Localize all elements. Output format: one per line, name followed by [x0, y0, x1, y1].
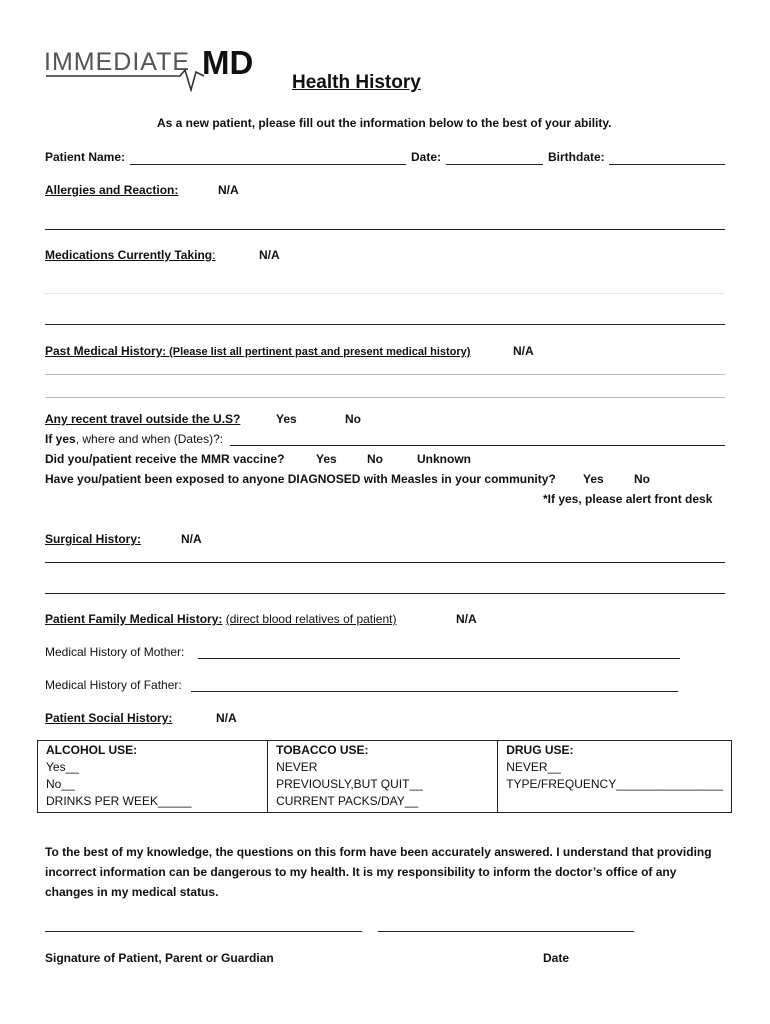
alcohol-header: ALCOHOL USE:	[46, 743, 138, 757]
social-label: Patient Social History:	[45, 711, 173, 725]
allergies-field[interactable]	[45, 229, 725, 230]
statement-line-2: incorrect information can be dangerous to my health. It is my responsibility to inform the doctor’s office of any	[45, 865, 677, 879]
tobacco-current-field[interactable]: CURRENT PACKS/DAY__	[276, 794, 419, 808]
past-medical-label: Past Medical History	[45, 344, 163, 358]
father-field[interactable]	[191, 691, 678, 692]
statement-line-3: changes in my medical status.	[45, 885, 219, 899]
heartbeat-icon	[44, 68, 209, 92]
travel-yes-option[interactable]: Yes	[276, 412, 297, 426]
alert-note: *If yes, please alert front desk	[543, 492, 713, 506]
social-history-table	[37, 740, 732, 813]
signature-field[interactable]	[45, 931, 362, 932]
surgical-value: N/A	[181, 532, 202, 546]
surgical-label: Surgical History:	[45, 532, 142, 546]
family-value: N/A	[456, 612, 477, 626]
date-field[interactable]	[446, 164, 543, 165]
patient-name-label: Patient Name:	[45, 150, 126, 164]
mother-label: Medical History of Mother:	[45, 645, 185, 659]
travel-no-option[interactable]: No	[345, 412, 361, 426]
alcohol-no-option[interactable]: No__	[46, 777, 75, 791]
alcohol-cell	[38, 741, 268, 813]
surgical-field-1[interactable]	[45, 562, 725, 563]
allergies-label: Allergies and Reaction:	[45, 183, 179, 197]
family-label-group	[45, 612, 397, 626]
past-medical-field-1[interactable]	[45, 374, 725, 375]
measles-no-option[interactable]: No	[634, 472, 650, 486]
logo-text-immediate: IMMEDIATE	[44, 48, 191, 76]
family-label: Patient Family Medical History:	[45, 612, 223, 626]
alcohol-drinks-field[interactable]: DRINKS PER WEEK_____	[46, 794, 192, 808]
logo	[44, 40, 259, 92]
medications-label-group	[45, 248, 215, 262]
tobacco-never-option[interactable]: NEVER	[276, 760, 318, 774]
past-medical-label-group	[45, 344, 470, 358]
drug-frequency-field[interactable]: TYPE/FREQUENCY________________	[506, 777, 723, 791]
allergies-value: N/A	[218, 183, 239, 197]
intro-text: As a new patient, please fill out the information below to the best of your ability.	[157, 116, 612, 130]
past-medical-field-2[interactable]	[45, 397, 725, 398]
measles-question: Have you/patient been exposed to anyone DIAGNOSED with Measles in your community?	[45, 472, 556, 486]
signature-label: Signature of Patient, Parent or Guardian	[45, 951, 274, 965]
social-value: N/A	[216, 711, 237, 725]
tobacco-cell	[268, 741, 498, 813]
birthdate-label: Birthdate:	[548, 150, 605, 164]
page-title: Health History	[292, 72, 421, 93]
drug-never-option[interactable]: NEVER__	[506, 760, 561, 774]
travel-if-yes-rest: , where and when (Dates)?:	[75, 432, 224, 446]
logo-text-md: MD	[202, 44, 254, 81]
alcohol-yes-option[interactable]: Yes__	[46, 760, 79, 774]
tobacco-previously-option[interactable]: PREVIOUSLY,BUT QUIT__	[276, 777, 423, 791]
medications-label: Medications Currently Taking	[45, 248, 213, 262]
surgical-field-2[interactable]	[45, 593, 725, 594]
past-medical-note: : (Please list all pertinent past and present medical history)	[162, 346, 471, 358]
father-label: Medical History of Father:	[45, 678, 182, 692]
medications-field-2[interactable]	[45, 324, 725, 325]
drug-header: DRUG USE:	[506, 743, 574, 757]
date-label: Date:	[411, 150, 442, 164]
mother-field[interactable]	[198, 658, 680, 659]
travel-dates-field[interactable]	[230, 445, 725, 446]
mmr-unknown-option[interactable]: Unknown	[417, 452, 471, 466]
patient-name-field[interactable]	[130, 164, 406, 165]
travel-if-yes-label	[45, 432, 223, 446]
tobacco-header: TOBACCO USE:	[276, 743, 369, 757]
medications-value: N/A	[259, 248, 280, 262]
drug-cell	[498, 741, 732, 813]
medications-colon: :	[212, 248, 216, 262]
mmr-question: Did you/patient receive the MMR vaccine?	[45, 452, 285, 466]
mmr-yes-option[interactable]: Yes	[316, 452, 337, 466]
measles-yes-option[interactable]: Yes	[583, 472, 604, 486]
signature-date-label: Date	[543, 951, 570, 965]
travel-question: Any recent travel outside the U.S?	[45, 412, 241, 426]
statement-line-1: To the best of my knowledge, the questions on this form have been accurately answered. I understand that providing	[45, 845, 712, 859]
family-note: (direct blood relatives of patient)	[225, 612, 397, 626]
travel-if-yes-bold: If yes	[45, 432, 76, 446]
birthdate-field[interactable]	[609, 164, 725, 165]
past-medical-value: N/A	[513, 344, 534, 358]
signature-date-field[interactable]	[378, 931, 634, 932]
medications-field-1[interactable]	[45, 293, 725, 294]
mmr-no-option[interactable]: No	[367, 452, 383, 466]
